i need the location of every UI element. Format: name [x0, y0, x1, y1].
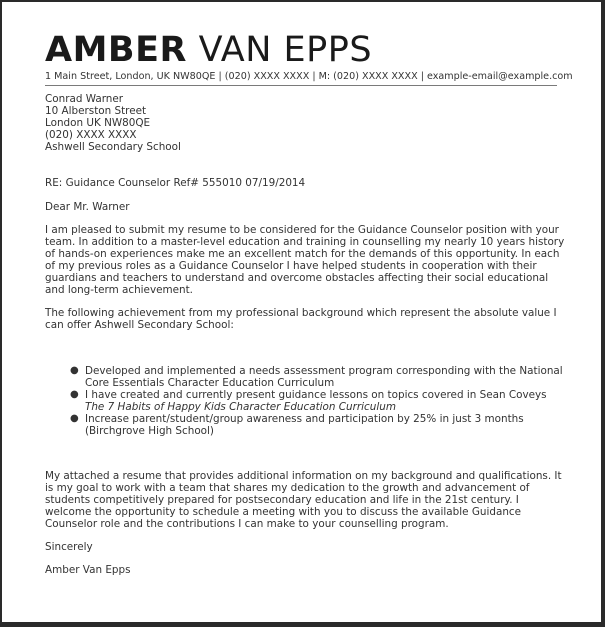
bullet-icon: ●	[70, 413, 79, 424]
list-item	[45, 413, 565, 437]
recipient-city: London UK NW80QE	[45, 117, 151, 129]
closing-salutation: Sincerely	[45, 541, 93, 553]
recipient-street: 10 Alberston Street	[45, 105, 147, 117]
recipient-organization: Ashwell Secondary School	[45, 141, 181, 153]
achievement-text: I have created and currently present guidance lessons on topics covered in Sean Coveys	[85, 389, 547, 401]
list-item	[45, 389, 565, 413]
bullet-icon: ●	[70, 389, 79, 400]
closing-paragraph: My attached a resume that provides additional information on my background and qualifications. It is my goal to work with a team that shares my dedication to the growth and advancement of students competitively prepared for postsecondary education and life in the 21st century. I welcome the opportunity to schedule a meeting with you to discuss the available Guidance Counselor role and the contributions I can make to your counselling program.	[45, 470, 562, 530]
first-name: AMBER	[45, 30, 187, 70]
list-item	[45, 365, 565, 389]
recipient-name: Conrad Warner	[45, 93, 124, 105]
intro-paragraph: I am pleased to submit my resume to be considered for the Guidance Counselor position with your team. In addition to a master-level education and training in counselling my nearly 10 years history of hands-on experiences make me an excellent match for the demands of this opportunity. In each of my previous roles as a Guidance Counselor I have helped students in cooperation with their guardians and teachers to understand and overcome obstacles affecting their social educational and long-term achievement.	[45, 224, 565, 296]
bullet-icon: ●	[70, 365, 79, 376]
reference-line: RE: Guidance Counselor Ref# 555010 07/19/2014	[45, 177, 306, 189]
recipient-address	[45, 93, 181, 153]
achievement-text: Developed and implemented a needs assessment program corresponding with the National Core Essentials Character Education Curriculum	[85, 365, 563, 389]
header-divider	[45, 85, 557, 86]
salutation: Dear Mr. Warner	[45, 201, 130, 213]
achievement-text: Increase parent/student/group awareness and participation by 25% in just 3 months (Birchgrove High School)	[85, 413, 524, 437]
book-title: The 7 Habits of Happy Kids Character Education Curriculum	[85, 401, 396, 413]
achievements-intro-paragraph: The following achievement from my professional background which represent the absolute value I can offer Ashwell Secondary School:	[45, 307, 557, 331]
signature-name: Amber Van Epps	[45, 564, 131, 576]
achievements-list	[45, 365, 565, 437]
applicant-name-heading	[45, 30, 372, 70]
last-name: VAN EPPS	[198, 30, 373, 70]
recipient-phone: (020) XXXX XXXX	[45, 129, 137, 141]
contact-line: 1 Main Street, London, UK NW80QE | (020) XXXX XXXX | M: (020) XXXX XXXX | example-email@example.com	[45, 71, 573, 82]
